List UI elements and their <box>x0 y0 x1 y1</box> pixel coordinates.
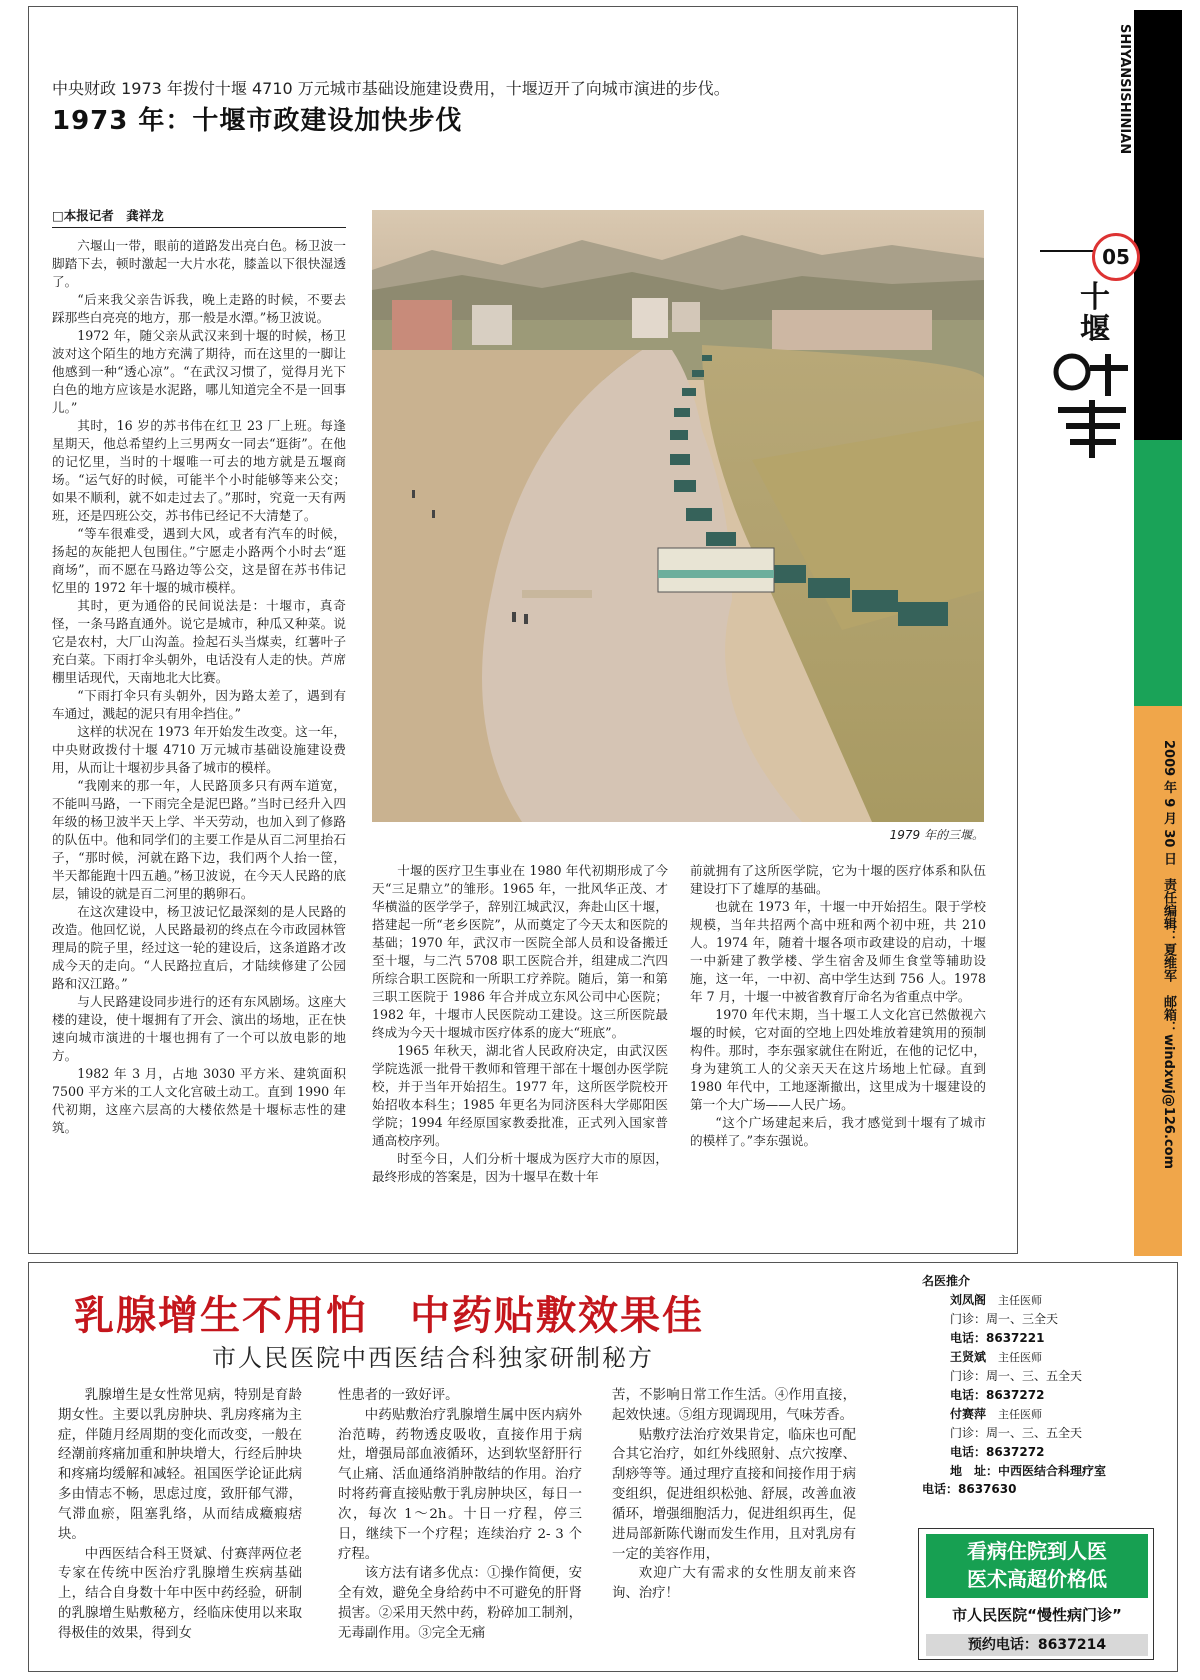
paragraph: 前就拥有了这所医学院，它为十堰的医疗体系和队伍建设打下了雄厚的基础。 <box>690 863 986 896</box>
advert-subtitle: 市人民医院中西医结合科独家研制秘方 <box>212 1344 654 1372</box>
advert-column-1 <box>58 1386 302 1662</box>
doctors-heading: 名医推介 <box>922 1274 971 1288</box>
article-headline: 1973 年：十堰市政建设加快步伐 <box>52 106 463 136</box>
doctor-entry <box>922 1291 1174 1348</box>
paragraph: 这样的状况在 1973 年开始发生改变。这一年，中央财政拨付十堰 4710 万元城市基础设施建设费用，从而让十堰初步具备了城市的模样。 <box>52 724 346 775</box>
logo-char: 十 <box>1080 280 1110 315</box>
paragraph: 十堰的医疗卫生事业在 1980 年代初期形成了今天“三足鼎立”的雏形。1965 年，一批风华正茂、才华横溢的医学学子，辞别江城武汉，奔赴山区十堰，搭建起一所“老乡医院”，从而奠定了今天太和医院的基础；1970 年，武汉市一医院全部人员和设备搬迁至十堰，与二汽 5708 职工医院合并，组建成二汽四所综合职工医院和一所职工疗养院。随后，第一和第三职工医院于 1986 年合并成立东风公司中心医院；1982 年，十堰市人民医院动工建设。这三所医院最终成为今天十堰城市医疗体系的庞大“班底”。 <box>372 863 668 1040</box>
doctor-clinic: 门诊：周一、三全天 <box>950 1311 1059 1326</box>
paragraph: 在这次建设中，杨卫波记忆最深刻的是人民路的改造。他回忆说，人民路最初的终点在今市政园林管理局的院子里，经过这一轮的建设后，这条道路才改成今天的走向。“人民路拉直后，才陆续修建了公园路和汉江路。” <box>52 904 346 991</box>
paragraph: 中西医结合科王贤斌、付赛萍两位老专家在传统中医治疗乳腺增生疾病基础上，结合自身数十年中医中药经验，研制的乳腺增生贴敷秘方，经临床使用以来取得极佳的效果，得到女 <box>58 1546 302 1641</box>
clinic-address: 地 址：中西医结合科理疗室 <box>950 1463 1107 1478</box>
doctor-name: 付赛萍 <box>950 1406 987 1421</box>
doctor-clinic: 门诊：周一、三、五全天 <box>950 1368 1083 1383</box>
paragraph: 欢迎广大有需求的女性朋友前来咨询、治疗！ <box>612 1566 856 1602</box>
logo-calligraphy-icon <box>1050 350 1134 460</box>
promo-clinic-name: 市人民医院“慢性病门诊” <box>952 1606 1122 1624</box>
promo-slogan <box>926 1534 1148 1598</box>
article-lead: 中央财政 1973 年拨付十堰 4710 万元城市基础设施建设费用，十堰迈开了向城市演进的步伐。 <box>52 79 730 98</box>
advert-title: 乳腺增生不用怕 中药贴敷效果佳 <box>74 1293 704 1339</box>
doctors-panel <box>922 1272 1174 1499</box>
paragraph: “这个广场建起来后，我才感觉到十堰有了城市的模样了。”李东强说。 <box>690 1115 986 1148</box>
promo-slogan-line: 看病住院到人医 <box>967 1539 1107 1563</box>
issue-number-badge: 05 <box>1092 233 1140 281</box>
article-column-1 <box>52 237 346 1247</box>
advert-column-3 <box>612 1386 856 1662</box>
doctor-phone: 电话：8637272 <box>950 1444 1045 1459</box>
doctor-clinic: 门诊：周一、三、五全天 <box>950 1425 1083 1440</box>
paragraph: 乳腺增生是女性常见病，特别是育龄期女性。主要以乳房肿块、乳房疼痛为主症，伴随月经周期的变化而改变，一般在经潮前疼痛加重和肿块增大，行经后肿块和疼痛均缓解和减轻。祖国医学论证此病多由情志不畅，思虑过度，致肝郁气滞，气滞血瘀，阻塞乳络，从而结成癥瘕痞块。 <box>58 1388 302 1542</box>
article-column-2 <box>372 862 668 1247</box>
paragraph: “后来我父亲告诉我，晚上走路的时候，不要去踩那些白亮亮的地方，那一般是水潭。”杨卫波说。 <box>52 292 346 325</box>
rail-publication-meta: 2009 年 9 月 30 日 责任编辑：夏维军 邮箱：windxwj@126.com <box>1161 740 1176 1170</box>
logo-char: 堰 <box>1080 311 1110 347</box>
doctor-role: 主任医师 <box>998 1293 1043 1307</box>
doctor-entry <box>922 1405 1174 1462</box>
paragraph: 与人民路建设同步进行的还有东风剧场。这座大楼的建设，使十堰拥有了开会、演出的场地，正在快速向城市演进的十堰也拥有了一个可以放电影的地方。 <box>52 994 346 1063</box>
paragraph: 1982 年 3 月，占地 3030 平方米、建筑面积 7500 平方米的工人文化宫破土动工。直到 1990 年代初期，这座六层高的大楼依然是十堰标志性的建筑。 <box>52 1066 346 1135</box>
promo-booking-phone: 预约电话：8637214 <box>926 1634 1148 1656</box>
paragraph: 1965 年秋天，湖北省人民政府决定，由武汉医学院选派一批骨干教师和管理干部在十堰创办医学院校，并于当年开始招生。1977 年，这所医学院校开始招收本科生；1985 年更名为同济医科大学郧阳医学院；1994 年经原国家教委批准，正式列入国家普通高校序列。 <box>372 1043 668 1148</box>
rail-black-band <box>1134 10 1182 440</box>
advert-column-2 <box>338 1386 582 1662</box>
doctor-role: 主任医师 <box>998 1407 1043 1421</box>
section-logo <box>1062 282 1128 345</box>
issue-pointer-line <box>1040 250 1094 252</box>
paragraph: 该方法有诸多优点：①操作简便，安全有效，避免全身给药中不可避免的肝肾损害。②采用天然中药，粉碎加工制剂，无毒副作用。③完全无痛 <box>338 1566 582 1641</box>
paragraph: 中药贴敷治疗乳腺增生属中医内病外治范畴，药物透皮吸收，直接作用于病灶，增强局部血液循环，达到软坚舒肝行气止痛、活血通络消肿散结的作用。治疗时将药膏直接贴敷于乳房肿块区，每日一次，每次 1～2h。十日一疗程，停三日，继续下一个疗程；连续治疗 2- 3 个疗程。 <box>338 1407 582 1562</box>
photo-illustration <box>372 210 984 822</box>
article-photo <box>372 210 984 822</box>
paragraph: 性患者的一致好评。 <box>338 1388 459 1403</box>
doctor-entry <box>922 1348 1174 1405</box>
photo-caption: 1979 年的三堰。 <box>889 828 984 842</box>
paragraph: 1972 年，随父亲从武汉来到十堰的时候，杨卫波对这个陌生的地方充满了期待，而在这里的一脚让他感到一种“透心凉”。“在武汉习惯了，觉得月光下白色的地方应该是水泥路，哪儿知道完全不是一回事儿。” <box>52 328 346 415</box>
paragraph: 时至今日，人们分析十堰成为医疗大市的原因，最终形成的答案是，因为十堰早在数十年 <box>372 1151 668 1184</box>
paragraph: “我刚来的那一年，人民路顶多只有两车道宽，不能叫马路，一下雨完全是泥巴路。”当时已经升入四年级的杨卫波半天上学、半天劳动，也加入到了修路的队伍中。他和同学们的主要工作是从百二河里抬石子，“那时候，河就在路下边，我们两个人抬一筐，半天都能跑十四五趟。”杨卫波说，在今天人民路的底层，铺设的就是百二河里的鹅卵石。 <box>52 778 346 901</box>
doctor-phone: 电话：8637221 <box>950 1330 1045 1345</box>
paragraph: 其时，更为通俗的民间说法是：十堰市，真奇怪，一条马路直通外。说它是城市，种瓜又种菜。说它是农村，大厂山沟盖。捡起石头当煤卖，红薯叶子充白菜。下雨打伞头朝外，电话没有人走的快。芦席棚里话现代，天南地北大比赛。 <box>52 598 346 685</box>
article-column-3 <box>690 862 986 1247</box>
paragraph: 苦，不影响日常工作生活。④作用直接，起效快速。⑤组方现调现用，气味芳香。 <box>612 1388 856 1423</box>
rail-green-band <box>1134 440 1182 706</box>
paragraph: 1970 年代末期，当十堰工人文化宫已然傲视六堰的时候，它对面的空地上四处堆放着建筑用的预制构件。那时，李东强家就住在附近，在他的记忆中，身为建筑工人的父亲天天在这片场地上忙碌。直到 1980 年代中，工地逐渐撤出，这里成为十堰建设的第一个大广场——人民广场。 <box>690 1007 986 1112</box>
paragraph: 贴敷疗法治疗效果肯定，临床也可配合其它治疗，如红外线照射、点穴按摩、刮痧等等。通过理疗直接和间接作用于病变组织，促进组织松弛、舒展，改善血液循环，增强细胞活力，促进组织再生，促进局部新陈代谢而发生作用，且对乳房有一定的美容作用， <box>612 1427 856 1562</box>
paragraph: 六堰山一带，眼前的道路发出亮白色。杨卫波一脚踏下去，顿时激起一大片水花，膝盖以下很快湿透了。 <box>52 238 346 289</box>
rail-pinyin-title: SHIYANSISHINIAN <box>1117 24 1132 155</box>
paragraph: 也就在 1973 年，十堰一中开始招生。限于学校规模，当年共招两个高中班和两个初中班，共 210 人。1974 年，随着十堰各项市政建设的启动，十堰一中新建了教学楼、学生宿舍及师生食堂等辅助设施，这一年，一中初、高中学生达到 756 人。1978 年 7 月，十堰一中被省教育厅命名为省重点中学。 <box>690 899 986 1004</box>
paragraph: “下雨打伞只有头朝外，因为路太差了，遇到有车通过，溅起的泥只有用伞挡住。” <box>52 688 346 721</box>
doctor-phone: 电话：8637272 <box>950 1387 1045 1402</box>
paragraph: 其时，16 岁的苏书伟在红卫 23 厂上班。每逢星期天，他总希望约上三男两女一同去“逛街”。在他的记忆里，当时的十堰唯一可去的地方就是五堰商场。“运气好的时候，可能半个小时能够等来公交；如果不顺利，就不如走过去了。”那时，究竟一天有两班，还是四班公交，苏书伟已经记不大清楚了。 <box>52 418 346 523</box>
doctor-name: 刘凤阁 <box>950 1292 987 1307</box>
doctor-name: 王贤斌 <box>950 1349 987 1364</box>
paragraph: “等车很难受，遇到大风，或者有汽车的时候，扬起的灰能把人包围住。”宁愿走小路两个小时去“逛商场”，而不愿在马路边等公交，这是留在苏书伟记忆里的 1972 年十堰的城市模样。 <box>52 526 346 595</box>
article-byline: □本报记者 龚祥龙 <box>52 206 346 228</box>
promo-slogan-line: 医术高超价格低 <box>967 1567 1107 1591</box>
clinic-address-phone: 电话：8637630 <box>922 1482 1017 1497</box>
doctor-role: 主任医师 <box>998 1350 1043 1364</box>
